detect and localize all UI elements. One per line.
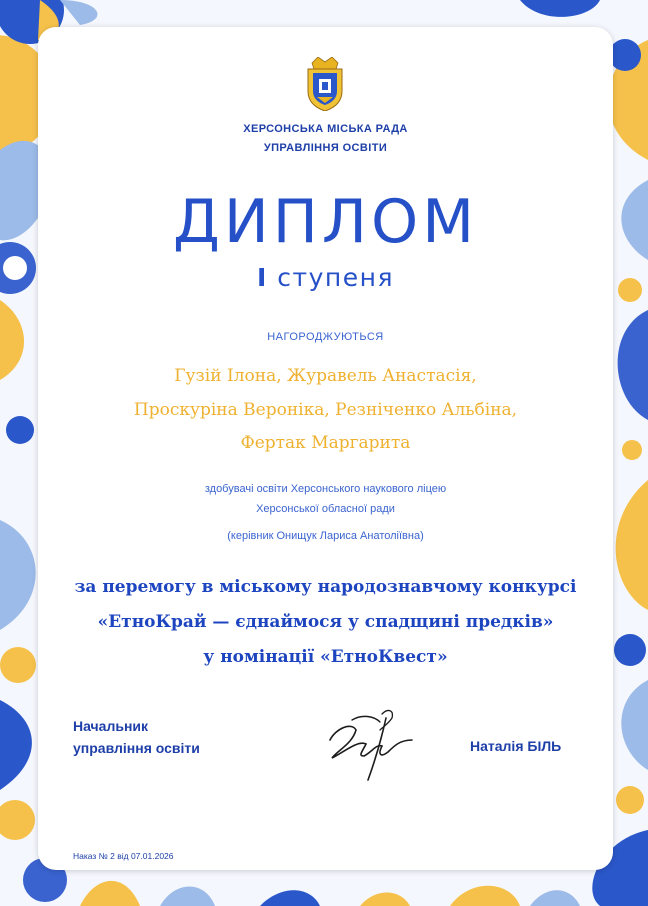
award-label: НАГОРОДЖУЮТЬСЯ	[267, 331, 384, 343]
degree-numeral: І	[257, 263, 268, 292]
school-line: Херсонської обласної ради	[256, 502, 395, 515]
kherson-coat-of-arms-icon	[304, 57, 346, 111]
diploma-degree	[38, 262, 613, 294]
handwritten-signature	[322, 700, 418, 786]
position-line: Начальник	[73, 718, 149, 734]
council-name: ХЕРСОНСЬКА МІСЬКА РАДА	[243, 123, 408, 135]
names-line: Гузій Ілона, Журавель Анастасія,	[174, 366, 477, 386]
school-description	[38, 480, 613, 519]
position-line: управління освіти	[73, 740, 200, 756]
names-line: Фертак Маргарита	[240, 433, 411, 453]
names-line: Проскуріна Вероніка, Резніченко Альбіна,	[133, 399, 518, 420]
reason-line: за перемогу в міському народознавчому конкурсі	[74, 577, 577, 597]
diploma-title: ДИПЛОМ	[173, 187, 478, 257]
department-name: УПРАВЛІННЯ ОСВІТИ	[263, 142, 388, 154]
signatory-name: Наталія БІЛЬ	[470, 738, 562, 754]
award-reason	[38, 570, 613, 675]
issuer-header	[38, 120, 613, 158]
order-reference: Наказ № 2 від 07.01.2026	[73, 851, 174, 861]
leader-note: (керівник Онищук Лариса Анатоліївна)	[227, 530, 424, 542]
awardee-names	[38, 360, 613, 461]
school-line: здобувачі освіти Херсонського наукового ліцею	[204, 483, 447, 495]
reason-line: у номінації «ЕтноКвест»	[203, 647, 448, 667]
signatory-position	[73, 715, 200, 759]
degree-word: ступеня	[277, 263, 394, 292]
reason-line: «ЕтноКрай — єднаймося у спадщині предків»	[97, 612, 554, 632]
